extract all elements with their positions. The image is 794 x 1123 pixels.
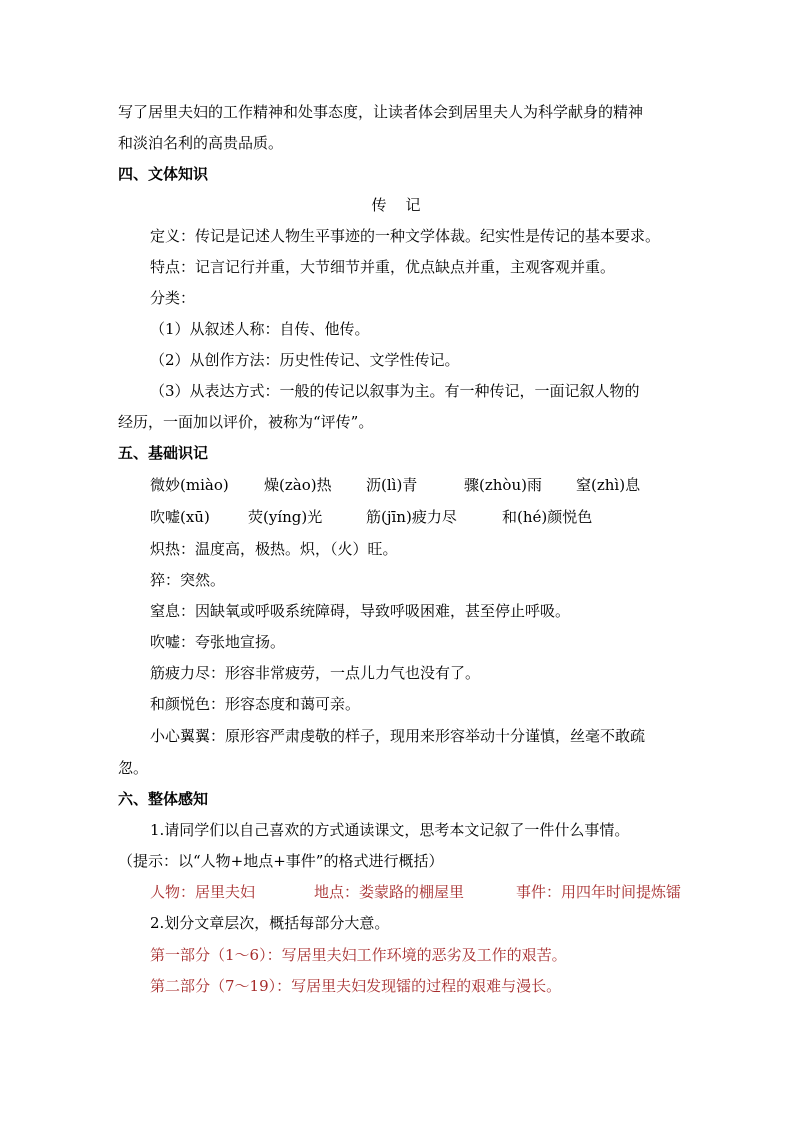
definition-2: 猝：突然。 [150,571,226,589]
answer-event: 事件：用四年时间提炼镭 [516,883,682,901]
definition-7-line-1: 小心翼翼：原形容严肃虔敬的样子，现用来形容举动十分谨慎，丝毫不敢疏 [150,727,646,745]
definition-4: 吹嘘：夸张地宣扬。 [150,633,286,651]
section6-heading: 六、整体感知 [118,790,209,808]
vocab-row-1 [150,470,710,500]
answer-part-1: 第一部分（1～6）：写居里夫妇工作环境的恶劣及工作的艰苦。 [150,946,567,964]
vocab-row-2 [150,502,710,532]
answer-part-2: 第二部分（7～19）：写居里夫妇发现镭的过程的艰难与漫长。 [150,977,562,995]
intro-line-1: 写了居里夫妇的工作精神和处事态度，让读者体会到居里夫人为科学献身的精神 [118,103,644,121]
section4-heading: 四、文体知识 [118,165,209,183]
answer-person: 人物：居里夫妇 [150,883,256,901]
category-1: （1）从叙述人称：自传、他传。 [150,320,370,338]
answer-1 [150,877,710,907]
definition-3: 窒息：因缺氧或呼吸系统障碍，导致呼吸困难，甚至停止呼吸。 [150,602,571,620]
biography-features: 特点：记言记行并重，大节细节并重，优点缺点并重，主观客观并重。 [150,258,616,276]
biography-title: 传 记 [371,196,423,214]
question-1-line-1: 1.请同学们以自己喜欢的方式通读课文，思考本文记叙了一件什么事情。 [150,821,630,839]
vocab-word: 微妙(miào) [150,476,229,494]
vocab-word: 和(hé)颜悦色 [502,508,593,526]
vocab-word: 骤(zhòu)雨 [464,476,542,494]
question-1-line-2: （提示：以“人物+地点+事件”的格式进行概括） [118,852,444,870]
category-3-line-2: 经历，一面加以评价，被称为“评传”。 [118,413,374,431]
definition-7-line-2: 忽。 [118,759,149,777]
category-label: 分类： [150,289,196,307]
definition-1: 炽热：温度高，极热。炽，（火）旺。 [150,540,398,558]
biography-definition: 定义：传记是记述人物生平事迹的一种文学体裁。纪实性是传记的基本要求。 [150,227,661,245]
intro-line-2: 和淡泊名利的高贵品质。 [118,134,284,152]
vocab-word: 荧(yíng)光 [248,508,323,526]
vocab-word: 燥(zào)热 [264,476,332,494]
category-3-line-1: （3）从表达方式：一般的传记以叙事为主。有一种传记，一面记叙人物的 [150,382,640,400]
definition-5: 筋疲力尽：形容非常疲劳，一点儿力气也没有了。 [150,664,481,682]
vocab-word: 沥(lì)青 [366,476,418,494]
section5-heading: 五、基础识记 [118,444,209,462]
answer-place: 地点：娄蒙路的棚屋里 [314,883,465,901]
vocab-word: 筋(jīn)疲力尽 [366,508,457,526]
category-2: （2）从创作方法：历史性传记、文学性传记。 [150,351,460,369]
vocab-word: 窒(zhì)息 [576,476,641,494]
question-2: 2.划分文章层次，概括每部分大意。 [150,914,390,932]
vocab-word: 吹嘘(xū) [150,508,210,526]
definition-6: 和颜悦色：形容态度和蔼可亲。 [150,695,361,713]
